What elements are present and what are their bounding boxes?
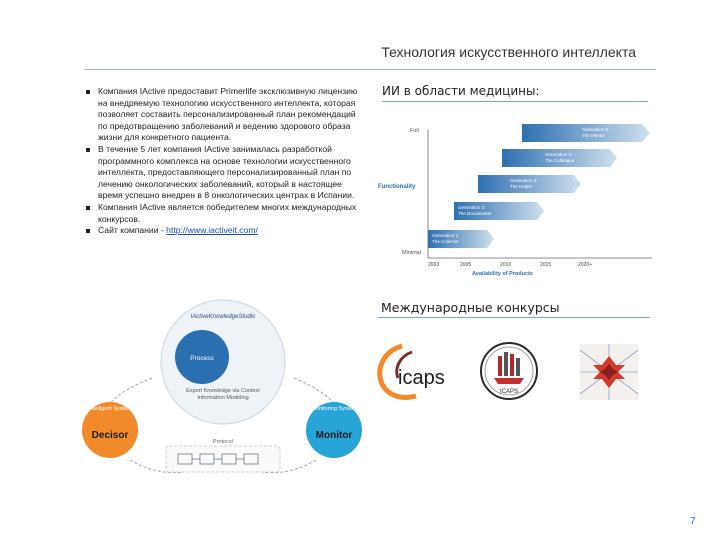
contests-divider: [378, 317, 650, 318]
medicine-heading: ИИ в области медицины:: [382, 84, 540, 98]
generation-title: Generation 5:: [582, 127, 610, 132]
bullet-item: Компания IActive является победителем многих международных конкурсов.: [84, 202, 360, 225]
generation-title: Generation 2:: [458, 205, 486, 210]
y-bottom-label: Minimal: [402, 250, 421, 256]
generations-chart: [372, 118, 662, 288]
y-top-label: Full: [410, 128, 419, 134]
medicine-divider: [382, 101, 648, 102]
bullet-item: В течение 5 лет компания IActive занималась разработкой программного комплекса на основе технологии искусственного интеллекта, предоставляющего персонализированный план по лечению онкологических заболеваний, который в настоящее время успешно внедрен в 8 онкологических центрах в Испании.: [84, 144, 360, 202]
decisor-label: Decisor: [91, 430, 129, 441]
generation-name: The Colleague: [545, 158, 575, 163]
y-axis-label: Functionality: [378, 184, 416, 190]
x-axis-label: Availability of Products: [472, 271, 533, 277]
bullet-list: [84, 86, 360, 237]
iactive-diagram: [80, 296, 370, 476]
site-link-prefix: Сайт компании -: [98, 225, 167, 236]
x-tick-label: 2003: [428, 262, 440, 268]
x-tick-label: 2010: [500, 262, 512, 268]
x-tick-label: 2005: [460, 262, 472, 268]
icaps-logo: [372, 338, 456, 404]
process-description: Export Knowledge via Context Information Modeling: [186, 388, 260, 401]
generation-title: Generation 4:: [545, 152, 573, 157]
protocol-box: [166, 446, 280, 472]
generation-name: The Helper: [510, 184, 533, 189]
monitor-label: Monitor: [315, 430, 353, 441]
process-label: Process: [190, 355, 214, 362]
generation-name: The Mentor: [582, 133, 606, 138]
generation-title: Generation 3:: [510, 178, 538, 183]
x-tick-label: 2015: [540, 262, 552, 268]
icaps-emblem: [478, 340, 540, 402]
slide-title: Технология искусственного интеллекта: [381, 44, 636, 60]
site-link[interactable]: http://www.iactiveit.com/: [166, 225, 258, 236]
icaps-emblem-text: ICAPS: [499, 389, 519, 395]
title-divider: [84, 69, 656, 70]
studio-brand: IActiveKnowledgeStudio: [190, 314, 256, 320]
bullet-item: Компания IActive предоставит Primerlife эксклюзивную лицензию на внедряемую технологию искусственного интеллекта, которая позволяет составить персонализированный план рекомендаций по предотвращению заболеваний и ведению здорового образа жизни для конкретного пациента.: [84, 86, 360, 144]
generation-name: The Documenter: [458, 211, 492, 216]
protocol-label: Protocol: [212, 439, 234, 445]
decisor-system-label: Intelligent System: [88, 406, 132, 412]
bullet-item-site: [84, 225, 360, 237]
generation-name: The Collector: [432, 239, 459, 244]
generation-title: Generation 1:: [432, 233, 460, 238]
x-tick-label: 2020+: [578, 262, 593, 268]
conference-emblem: [576, 340, 642, 404]
monitor-system-label: Monitoring System: [311, 406, 357, 412]
contests-heading: Международные конкурсы: [381, 300, 560, 315]
icaps-logo-text: icaps: [398, 367, 445, 389]
page-number: 7: [690, 516, 696, 527]
